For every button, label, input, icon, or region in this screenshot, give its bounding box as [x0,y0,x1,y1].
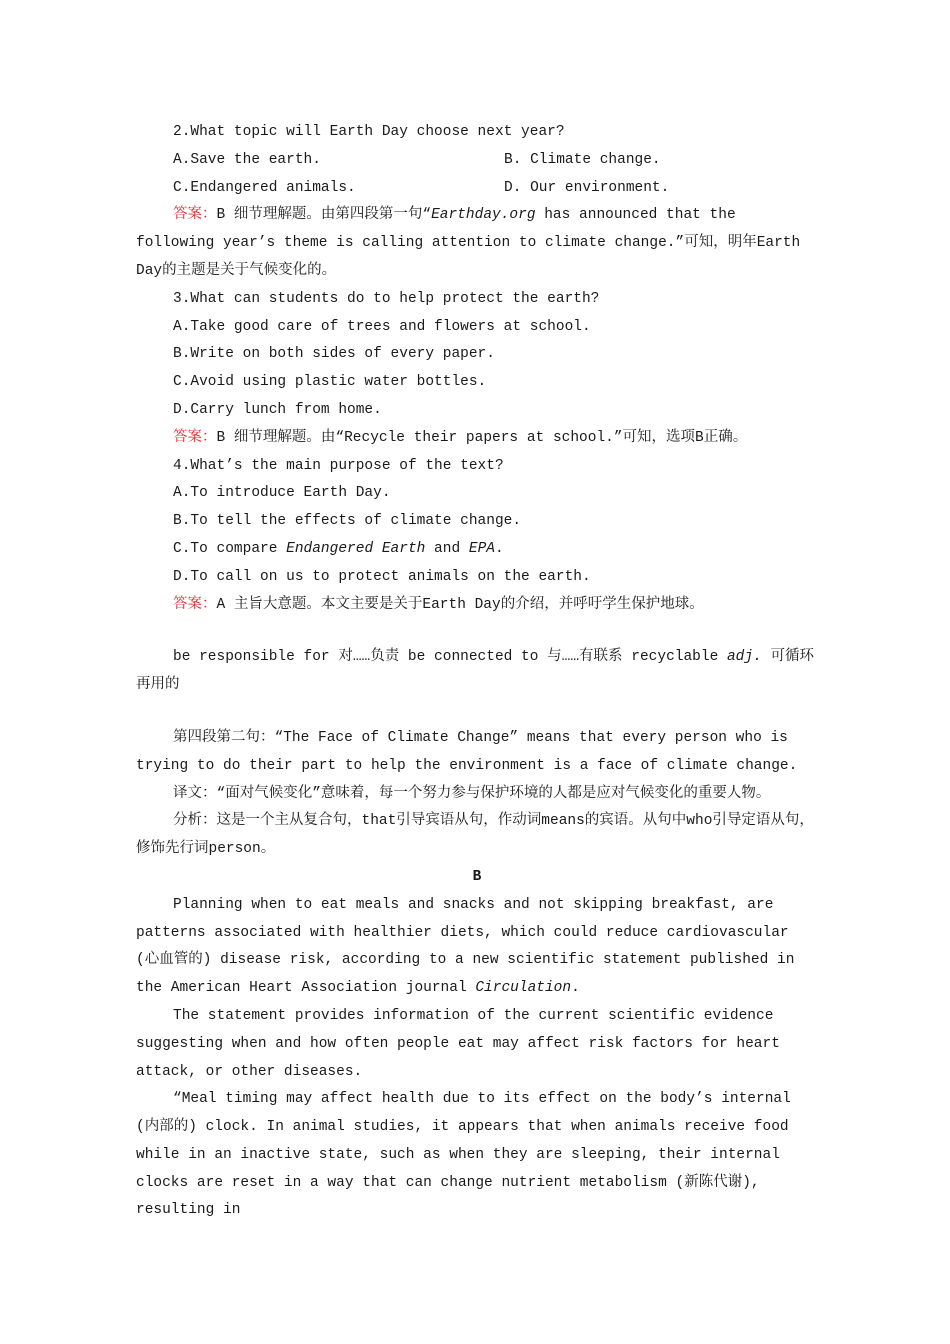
question-3-option-c: C.Avoid using plastic water bottles. [173,374,487,391]
section-b-heading: B [472,868,482,885]
document-page [136,119,818,1225]
question-3-option-b: B.Write on both sides of every paper. [173,346,495,363]
question-4-answer: 答案：A 主旨大意题。本文主要是关于Earth Day的介绍，并呼吁学生保护地球。 [173,596,704,613]
question-2-stem: 2.What topic will Earth Day choose next year? [173,124,565,140]
analysis-parse: 分析：这是一个主从复合句，that引导宾语从句，作动词means的宾语。从句中who引导定语从句，修饰先行词person。 [136,813,814,858]
section-b-paragraph-3: “Meal timing may affect health due to its effect on the body’s internal (内部的) clock. In animal studies, it appears that when animals receive food while in an inactive state, such as when they are sleeping, their internal clocks are reset in a way that can change nutrient metabolism (新陈代谢), resulting in [136,1091,791,1219]
question-2-options-row-2 [136,175,818,203]
question-2-option-c: C.Endangered animals. [173,179,356,196]
section-b-paragraph-2: The statement provides information of the current scientific evidence suggesting when and how often people eat may affect risk factors for heart attack, or other diseases. [136,1007,780,1080]
spacer [136,700,818,725]
question-3-option-a: A.Take good care of trees and flowers at school. [173,318,591,335]
question-4-option-d: D.To call on us to protect animals on the earth. [173,568,591,585]
question-2-option-a: A.Save the earth. [173,151,321,168]
analysis-translation: 译文：“面对气候变化”意味着，每一个努力参与保护环境的人都是应对气候变化的重要人物。 [173,785,771,802]
vocabulary-notes: be responsible for 对……负责 be connected to 与……有联系 recyclable adj. 可循环再用的 [136,649,814,694]
question-4-option-c: C.To compare Endangered Earth and EPA. [173,540,504,557]
answer-label: 答案： [173,596,217,613]
question-2-option-b: B. Climate change. [504,151,661,168]
question-3-stem: 3.What can students do to help protect the earth? [173,290,600,307]
answer-label: 答案： [173,207,217,224]
question-2-option-d: D. Our environment. [504,179,670,196]
question-4-option-a: A.To introduce Earth Day. [173,485,391,502]
question-4-stem: 4.What’s the main purpose of the text? [173,457,504,474]
spacer [136,619,818,644]
question-3-option-d: D.Carry lunch from home. [173,401,382,418]
section-b-paragraph-1: Planning when to eat meals and snacks and not skipping breakfast, are patterns associated with healthier diets, which could reduce cardiovascular (心血管的) disease risk, according to a new scientific statement published in the American Heart Association journal Circulation. [136,896,795,997]
analysis-sentence: 第四段第二句：“The Face of Climate Change” means that every person who is trying to do their part to help the environment is a face of climate change. [136,729,798,774]
question-2-options-row-1 [136,147,818,175]
question-4-option-b: B.To tell the effects of climate change. [173,513,522,530]
answer-label: 答案： [173,429,217,446]
question-2-answer: 答案：B 细节理解题。由第四段第一句“Earthday.org has announced that the following year’s theme is calling attention to climate change.”可知，明年Earth Day的主题是关于气候变化的。 [136,207,801,279]
question-3-answer: 答案：B 细节理解题。由“Recycle their papers at school.”可知，选项B正确。 [173,429,748,446]
